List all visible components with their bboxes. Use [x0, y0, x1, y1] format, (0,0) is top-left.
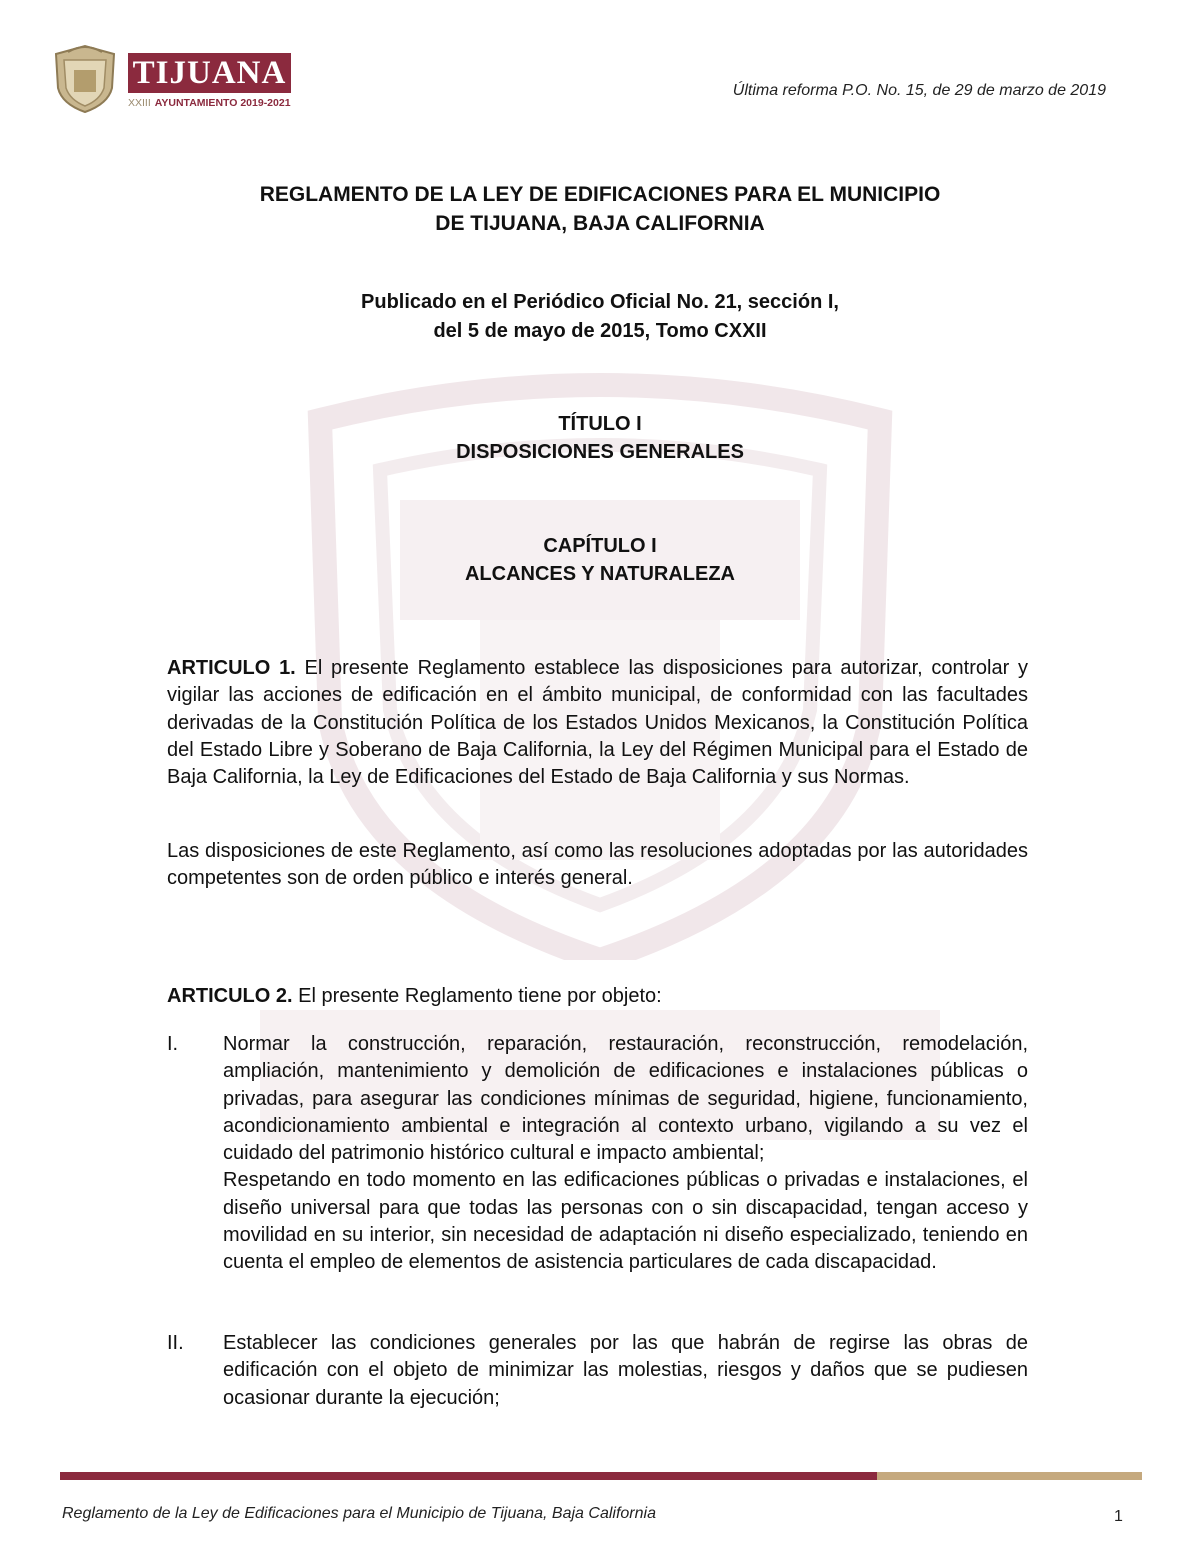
document-title	[0, 180, 1200, 238]
article-2-label: ARTICULO 2.	[167, 985, 293, 1007]
titulo-heading	[0, 410, 1200, 466]
capitulo-heading	[0, 532, 1200, 588]
list-item-number: I.	[167, 1033, 179, 1055]
title-line-2: DE TIJUANA, BAJA CALIFORNIA	[435, 212, 765, 235]
publication-line-1: Publicado en el Periódico Oficial No. 21, sección I,	[361, 291, 839, 313]
brand-roman: XXIII	[128, 97, 151, 109]
titulo-number: TÍTULO I	[558, 413, 642, 435]
list-item-text: Establecer las condiciones generales por las que habrán de regirse las obras de edificación con el objeto de minimizar las molestias, riesgos y daños que se pudiesen ocasionar durante la ejecución;	[223, 1332, 1028, 1409]
article-2	[167, 983, 1028, 1010]
list-item-text-part-2: Respetando en todo momento en las edificaciones públicas o privadas e instalaciones, el diseño universal para que todas las personas con o sin discapacidad, tengan acceso y movilidad en su interior, sin necesidad de adaptación ni diseño especializado, teniendo en cuenta el empleo de elementos de asistencia particulares de cada discapacidad.	[223, 1169, 1028, 1274]
brand-subtitle-text: AYUNTAMIENTO 2019-2021	[154, 97, 291, 109]
article-1	[167, 655, 1028, 791]
article-1-paragraph-2: Las disposiciones de este Reglamento, así como las resoluciones adoptadas por las autoridades competentes son de orden público e interés general.	[167, 840, 1028, 890]
footer-text: Reglamento de la Ley de Edificaciones para el Municipio de Tijuana, Baja California	[62, 1505, 656, 1522]
brand-subtitle	[128, 97, 298, 109]
list-item-text	[223, 1031, 1028, 1277]
article-2-text: El presente Reglamento tiene por objeto:	[292, 985, 662, 1007]
capitulo-name: ALCANCES Y NATURALEZA	[464, 563, 735, 585]
list-item-number: II.	[167, 1332, 184, 1354]
last-reform-note: Última reforma P.O. No. 15, de 29 de marzo de 2019	[732, 82, 1106, 99]
list-item-text-part-1: Normar la construcción, reparación, restauración, reconstrucción, remodelación, ampliación, mantenimiento y demolición de edificaciones e instalaciones públicas o privadas, para asegurar las condiciones mínimas de seguridad, higiene, funcionamiento, acondicionamiento ambiental e integración al contexto urbano, vigilando a su vez el cuidado del patrimonio histórico cultural e impacto ambiental;	[223, 1033, 1028, 1165]
capitulo-number: CAPÍTULO I	[543, 535, 657, 557]
article-1-label: ARTICULO 1.	[167, 657, 296, 679]
article-1-text: El presente Reglamento establece las disposiciones para autorizar, controlar y vigilar las acciones de edificación en el ámbito municipal, de conformidad con las facultades derivadas de la Constitución Política de los Estados Unidos Mexicanos, la Constitución Política del Estado Libre y Soberano de Baja California, la Ley del Régimen Municipal para el Estado de Baja California, la Ley de Edificaciones del Estado de Baja California y sus Normas.	[167, 657, 1028, 789]
title-line-1: REGLAMENTO DE LA LEY DE EDIFICACIONES PARA EL MUNICIPIO	[259, 183, 941, 206]
footer-rule-red	[60, 1472, 877, 1480]
municipal-shield-logo	[52, 44, 118, 114]
footer-rule-gold	[877, 1472, 1142, 1480]
brand-wordmark: TIJUANA	[128, 53, 291, 93]
publication-info	[0, 288, 1200, 346]
page-number: 1	[1114, 1508, 1123, 1525]
titulo-name: DISPOSICIONES GENERALES	[456, 441, 744, 463]
publication-line-2: del 5 de mayo de 2015, Tomo CXXII	[433, 320, 767, 342]
